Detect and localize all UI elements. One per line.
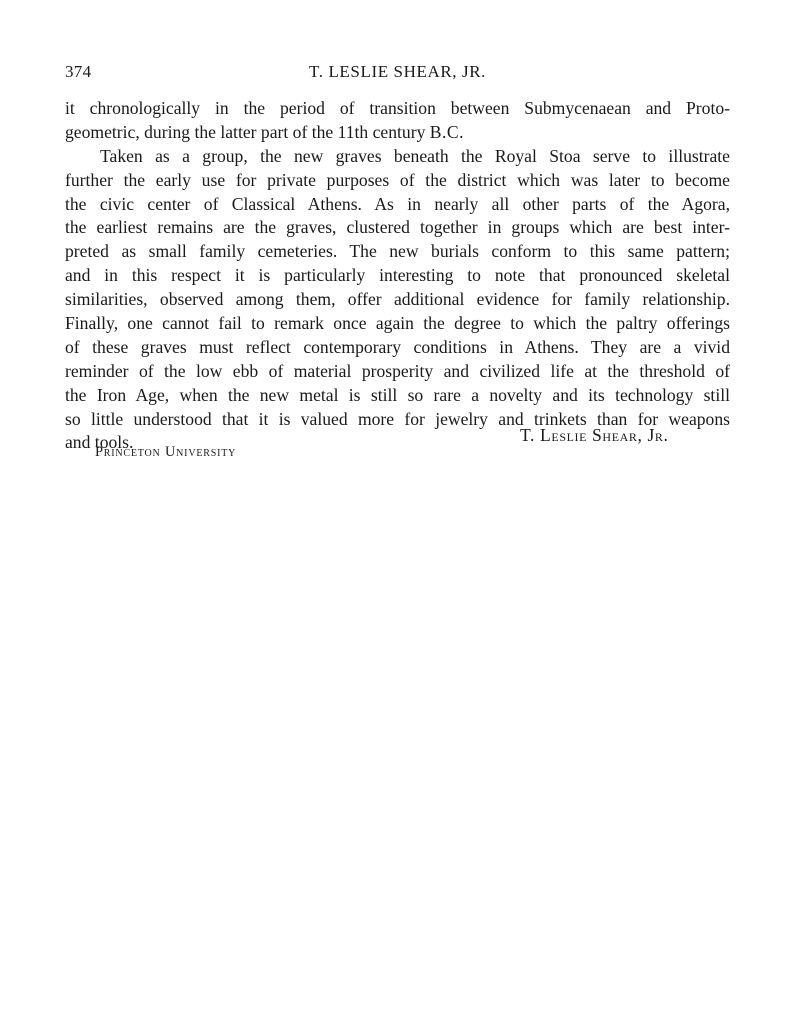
era-abbreviation: B.C. <box>429 121 465 142</box>
paragraph-2-line: and tools. <box>65 432 134 453</box>
paragraph-2-line: the civic center of Classical Athens. As in nearly all other parts of the Agora, <box>65 193 730 214</box>
article-body <box>65 97 730 455</box>
paragraph-2-line: further the early use for private purposes of the district which was later to become <box>65 169 730 190</box>
paragraph-2-line: reminder of the low ebb of material prosperity and civilized life at the threshold of <box>65 360 730 381</box>
author-signature: T. Leslie Shear, Jr. <box>520 425 669 445</box>
page-header <box>65 62 730 86</box>
paragraph-1-line-text: geometric, during the latter part of the 11th century <box>65 121 426 142</box>
author-affiliation: Princeton University <box>95 444 237 460</box>
paragraph-2-line: the earliest remains are the graves, clustered together in groups which are best inter- <box>65 217 730 238</box>
paragraph-2-line: so little understood that it is valued more for jewelry and trinkets than for weapons <box>65 408 730 429</box>
running-head: T. LESLIE SHEAR, JR. <box>309 62 486 81</box>
paragraph-2-line: the Iron Age, when the new metal is still so rare a novelty and its technology still <box>65 384 730 405</box>
paragraph-2-line: and in this respect it is particularly interesting to note that pronounced skeletal <box>65 265 730 286</box>
paragraph-2-line: similarities, observed among them, offer additional evidence for family relationship. <box>65 289 730 310</box>
paragraph-1-line <box>65 121 730 145</box>
paragraph-2-line: of these graves must reflect contemporary conditions in Athens. They are a vivid <box>65 336 730 357</box>
paragraph-2-line: preted as small family cemeteries. The new burials conform to this same pattern; <box>65 241 730 262</box>
paragraph-2-line: Finally, one cannot fail to remark once again the degree to which the paltry offerings <box>65 313 730 334</box>
paragraph-2-line: Taken as a group, the new graves beneath the Royal Stoa serve to illustrate <box>100 145 730 166</box>
paragraph-1-line: it chronologically in the period of transition between Submycenaean and Proto- <box>65 98 730 118</box>
page-number: 374 <box>65 62 92 81</box>
